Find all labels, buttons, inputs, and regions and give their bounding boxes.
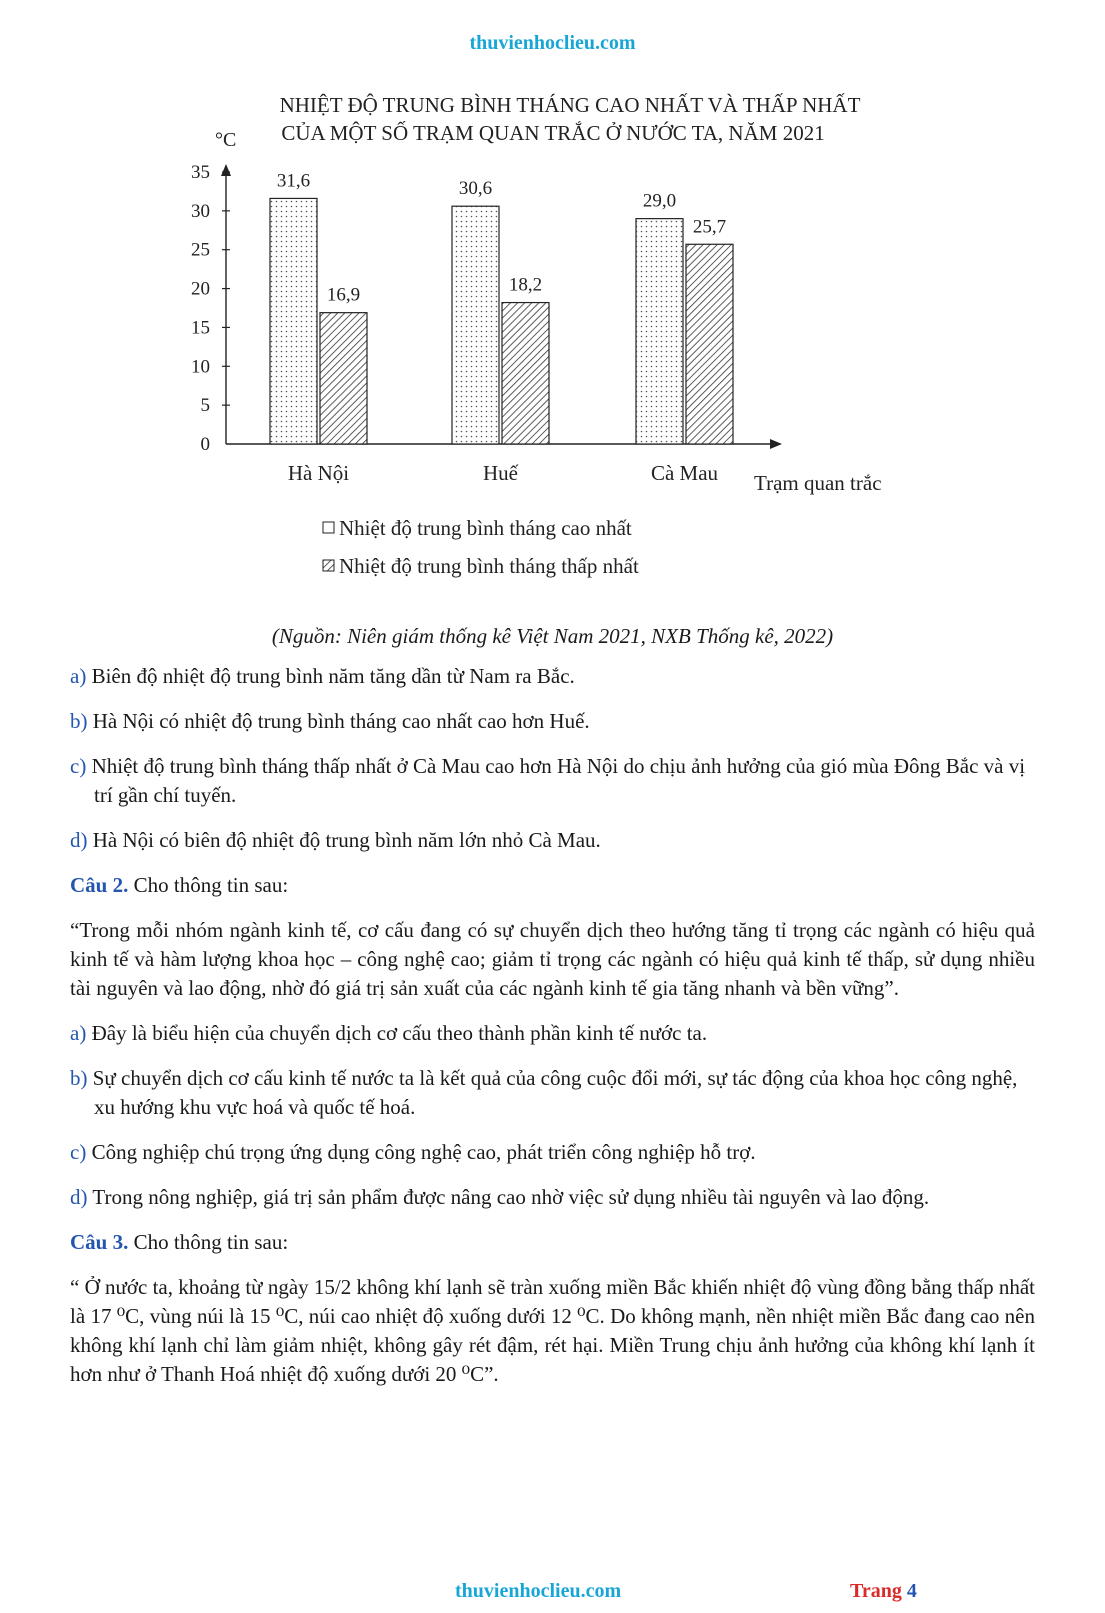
data-label-low: 25,7 — [692, 216, 727, 238]
x-axis-arrow — [770, 439, 782, 449]
legend-label-low: Nhiệt độ trung bình tháng thấp nhất — [339, 554, 639, 578]
y-tick-label: 35 — [191, 162, 210, 183]
bar-high — [636, 219, 683, 444]
bar-low — [686, 244, 733, 444]
question-3-heading: Câu 3. Cho thông tin sau: — [70, 1230, 289, 1254]
bar-low — [502, 303, 549, 444]
page-footer — [0, 1580, 1105, 1606]
chart-source: (Nguồn: Niên giám thống kê Việt Nam 2021, NXB Thống kê, 2022) — [271, 624, 834, 648]
y-tick-label: 20 — [191, 278, 210, 300]
q2-option-d: d) Trong nông nghiệp, giá trị sản phẩm được nâng cao nhờ việc sử dụng nhiều tài nguyên và lao động. — [70, 1185, 930, 1209]
y-tick-label: 10 — [191, 356, 210, 378]
bar-low — [320, 313, 367, 444]
data-label-high: 31,6 — [276, 170, 311, 192]
question-2-options — [70, 1019, 1035, 1212]
chart-plot-area — [191, 162, 782, 485]
site-header[interactable]: thuvienhoclieu.com — [469, 32, 636, 54]
x-axis-label: Trạm quan trắc — [754, 471, 882, 495]
y-tick-label: 5 — [200, 395, 210, 417]
bar-high — [452, 206, 499, 444]
footer-site-link[interactable]: thuvienhoclieu.com — [455, 1580, 622, 1602]
y-tick-label: 0 — [200, 434, 210, 455]
data-label-low: 18,2 — [508, 274, 543, 296]
q1-option-c: c) Nhiệt độ trung bình tháng thấp nhất ở Cà Mau cao hơn Hà Nội do chịu ảnh hưởng của gió mùa Đông Bắc và vị trí gần chí tuyến. — [70, 754, 1026, 807]
question-2-quote: “Trong mỗi nhóm ngành kinh tế, cơ cấu đang có sự chuyển dịch theo hướng tăng tỉ trọng các ngành có hiệu quả kinh tế và hàm lượng khoa học – công nghệ cao; giảm tỉ trọng các ngành có hiệu quả kinh tế thấp, sử dụng nhiều tài nguyên và lao động, nhờ đó giá trị sản xuất của các ngành kinh tế gia tăng nhanh và bền vững”. — [70, 918, 1035, 1000]
chart-title-line2: CỦA MỘT SỐ TRẠM QUAN TRẮC Ở NƯỚC TA, NĂM 2021 — [281, 121, 825, 145]
legend-swatch-high — [323, 522, 334, 533]
legend — [323, 516, 639, 578]
question-3-quote: “ Ở nước ta, khoảng từ ngày 15/2 không khí lạnh sẽ tràn xuống miền Bắc khiến nhiệt độ vùng đồng bằng thấp nhất là 17 ⁰C, vùng núi là 15 ⁰C, núi cao nhiệt độ xuống dưới 12 ⁰C. Do không mạnh, nền nhiệt miền Bắc đang cao nên không khí lạnh chỉ làm giảm nhiệt, không gây rét đậm, rét hại. Miền Trung chịu ảnh hưởng của không khí lạnh ít hơn như ở Thanh Hoá nhiệt độ xuống dưới 20 ⁰C”. — [70, 1275, 1035, 1386]
y-axis-unit: °C — [215, 129, 237, 151]
legend-label-high: Nhiệt độ trung bình tháng cao nhất — [339, 516, 632, 540]
category-label: Cà Mau — [650, 461, 719, 485]
data-label-high: 30,6 — [458, 178, 493, 200]
y-axis-arrow — [221, 164, 231, 176]
legend-swatch-low — [323, 560, 334, 571]
q1-option-b: b) Hà Nội có nhiệt độ trung bình tháng cao nhất cao hơn Huế. — [70, 709, 590, 733]
y-tick-label: 30 — [191, 200, 210, 222]
q2-option-b: b) Sự chuyển dịch cơ cấu kinh tế nước ta là kết quả của công cuộc đổi mới, sự tác động của khoa học công nghệ, xu hướng khu vực hoá và quốc tế hoá. — [70, 1066, 1018, 1119]
data-label-low: 16,9 — [326, 284, 361, 306]
question-2-heading: Câu 2. Cho thông tin sau: — [70, 873, 289, 897]
temperature-bar-chart — [160, 80, 920, 600]
category-label: Hà Nội — [287, 461, 350, 485]
data-label-high: 29,0 — [642, 190, 677, 212]
q1-option-a: a) Biên độ nhiệt độ trung bình năm tăng dần từ Nam ra Bắc. — [70, 664, 575, 688]
main-content — [70, 662, 1035, 1405]
q1-option-d: d) Hà Nội có biên độ nhiệt độ trung bình năm lớn nhỏ Cà Mau. — [70, 828, 601, 852]
q2-option-c: c) Công nghiệp chú trọng ứng dụng công nghệ cao, phát triển công nghiệp hỗ trợ. — [70, 1140, 756, 1164]
q2-option-a: a) Đây là biểu hiện của chuyển dịch cơ cấu theo thành phần kinh tế nước ta. — [70, 1021, 708, 1045]
page-indicator: Trang 4 — [850, 1580, 917, 1602]
chart-title-line1: NHIỆT ĐỘ TRUNG BÌNH THÁNG CAO NHẤT VÀ THẤP NHẤT — [279, 93, 861, 117]
question-1-options — [70, 662, 1035, 855]
bar-high — [270, 198, 317, 444]
category-label: Huế — [483, 461, 518, 485]
y-tick-label: 25 — [191, 239, 210, 261]
y-tick-label: 15 — [191, 317, 210, 339]
